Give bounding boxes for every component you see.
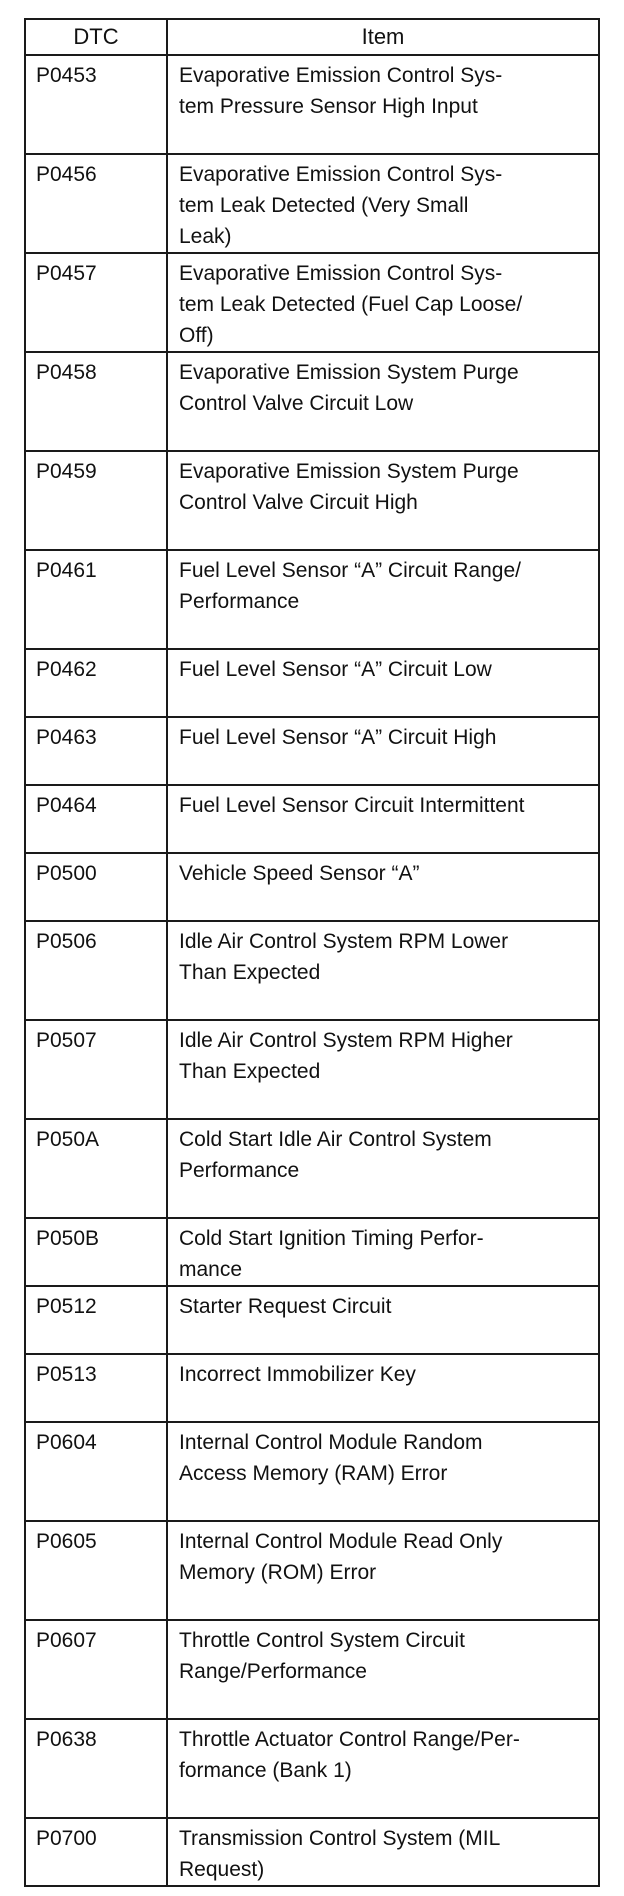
dtc-item-cell: Transmission Control System (MIL Request)	[167, 1818, 599, 1886]
dtc-item-cell: Throttle Actuator Control Range/Per- formance (Bank 1)	[167, 1719, 599, 1818]
table-row	[25, 1119, 599, 1218]
table-row	[25, 649, 599, 717]
dtc-item-cell: Internal Control Module Random Access Memory (RAM) Error	[167, 1422, 599, 1521]
dtc-item-cell: Evaporative Emission Control Sys- tem Leak Detected (Fuel Cap Loose/ Off)	[167, 253, 599, 352]
table-row	[25, 1354, 599, 1422]
dtc-table-body	[25, 55, 599, 1886]
dtc-item-cell: Internal Control Module Read Only Memory (ROM) Error	[167, 1521, 599, 1620]
dtc-code-cell: P0513	[25, 1354, 167, 1422]
dtc-code-cell: P050B	[25, 1218, 167, 1286]
table-row	[25, 1818, 599, 1886]
dtc-code-cell: P0459	[25, 451, 167, 550]
dtc-code-cell: P0507	[25, 1020, 167, 1119]
dtc-code-cell: P0604	[25, 1422, 167, 1521]
dtc-code-cell: P0506	[25, 921, 167, 1020]
table-row	[25, 253, 599, 352]
dtc-table	[24, 18, 600, 1887]
dtc-code-cell: P0700	[25, 1818, 167, 1886]
dtc-item-cell: Throttle Control System Circuit Range/Performance	[167, 1620, 599, 1719]
table-row	[25, 853, 599, 921]
dtc-column-header: DTC	[25, 19, 167, 55]
dtc-item-cell: Idle Air Control System RPM Lower Than Expected	[167, 921, 599, 1020]
dtc-code-cell: P0605	[25, 1521, 167, 1620]
table-row	[25, 154, 599, 253]
dtc-code-cell: P050A	[25, 1119, 167, 1218]
dtc-item-cell: Cold Start Idle Air Control System Performance	[167, 1119, 599, 1218]
table-row	[25, 921, 599, 1020]
dtc-item-cell: Fuel Level Sensor “A” Circuit High	[167, 717, 599, 785]
dtc-code-cell: P0458	[25, 352, 167, 451]
dtc-code-cell: P0456	[25, 154, 167, 253]
table-row	[25, 1521, 599, 1620]
dtc-code-cell: P0463	[25, 717, 167, 785]
dtc-item-cell: Incorrect Immobilizer Key	[167, 1354, 599, 1422]
table-row	[25, 352, 599, 451]
dtc-item-cell: Evaporative Emission System Purge Control Valve Circuit High	[167, 451, 599, 550]
dtc-code-cell: P0512	[25, 1286, 167, 1354]
dtc-item-cell: Evaporative Emission Control Sys- tem Pressure Sensor High Input	[167, 55, 599, 154]
dtc-item-cell: Vehicle Speed Sensor “A”	[167, 853, 599, 921]
dtc-code-cell: P0462	[25, 649, 167, 717]
dtc-item-cell: Evaporative Emission System Purge Control Valve Circuit Low	[167, 352, 599, 451]
dtc-code-cell: P0457	[25, 253, 167, 352]
table-row	[25, 1020, 599, 1119]
dtc-code-cell: P0461	[25, 550, 167, 649]
table-row	[25, 550, 599, 649]
dtc-item-cell: Idle Air Control System RPM Higher Than Expected	[167, 1020, 599, 1119]
table-row	[25, 1719, 599, 1818]
dtc-code-cell: P0464	[25, 785, 167, 853]
table-row	[25, 785, 599, 853]
dtc-item-cell: Fuel Level Sensor “A” Circuit Range/ Performance	[167, 550, 599, 649]
dtc-item-cell: Starter Request Circuit	[167, 1286, 599, 1354]
dtc-code-cell: P0638	[25, 1719, 167, 1818]
header-row	[25, 19, 599, 55]
table-row	[25, 1286, 599, 1354]
dtc-code-cell: P0453	[25, 55, 167, 154]
dtc-item-cell: Evaporative Emission Control Sys- tem Leak Detected (Very Small Leak)	[167, 154, 599, 253]
table-row	[25, 1218, 599, 1286]
dtc-item-cell: Fuel Level Sensor Circuit Intermittent	[167, 785, 599, 853]
dtc-code-cell: P0500	[25, 853, 167, 921]
table-row	[25, 55, 599, 154]
item-column-header: Item	[167, 19, 599, 55]
dtc-code-cell: P0607	[25, 1620, 167, 1719]
dtc-item-cell: Fuel Level Sensor “A” Circuit Low	[167, 649, 599, 717]
table-row	[25, 1422, 599, 1521]
table-row	[25, 717, 599, 785]
dtc-item-cell: Cold Start Ignition Timing Perfor- mance	[167, 1218, 599, 1286]
table-row	[25, 451, 599, 550]
table-row	[25, 1620, 599, 1719]
